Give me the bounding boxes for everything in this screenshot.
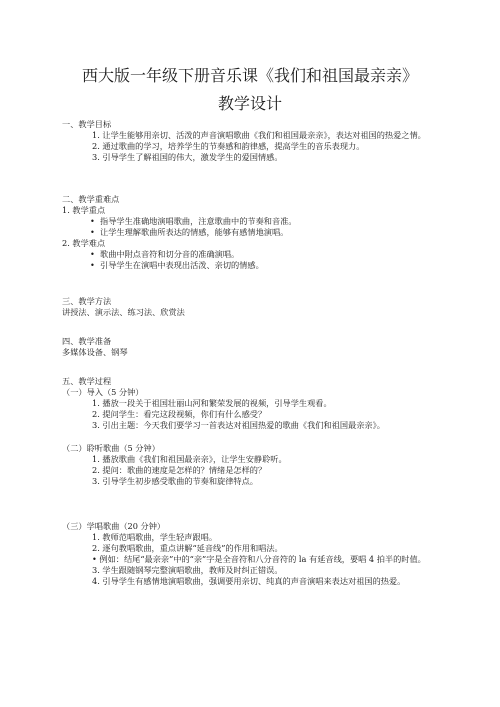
list-item: 3. 引出主题：今天我们要学习一首表达对祖国热爱的歌曲《我们和祖国最亲亲》。 [92,420,385,430]
sub-heading: （一）导入（5 分钟） [62,387,144,397]
section-teaching-prep [62,336,442,358]
list-item: 3. 引导学生初步感受歌曲的节奏和旋律特点。 [92,476,258,486]
list-item: 2. 提问：歌曲的速度是怎样的？情绪是怎样的？ [92,465,267,475]
section-heading: 三、教学方法 [62,296,112,306]
list-item: 3. 学生跟随钢琴完整演唱歌曲，教师及时纠正错误。 [92,565,283,575]
document-subtitle: 教学设计 [217,94,282,113]
section-heading: 四、教学准备 [62,336,112,346]
document-title: 西大版一年级下册音乐课《我们和祖国最亲亲》 [81,66,418,85]
section-teaching-methods [62,296,442,318]
section-teaching-goals [62,119,442,163]
section-key-points [62,194,442,271]
list-item: • 例如：结尾“最亲亲”中的“亲”字是全音符和八分音符的 la 有延音线，要唱 4 拍半的时值。 [92,554,426,564]
sub-heading: （二）聆听歌曲（5 分钟） [62,443,160,453]
section-learn-to-sing [62,521,442,587]
section-text: 多媒体设备、钢琴 [62,347,128,357]
list-item: 4. 引导学生有感情地演唱歌曲，强调要用亲切、纯真的声音演唱来表达对祖国的热爱。 [92,576,406,586]
list-item: • 指导学生准确地演唱歌曲，注意歌曲中的节奏和音准。 [62,216,442,227]
list-item: • 引导学生在演唱中表现出活泼、亲切的情感。 [62,260,442,271]
list-item: 1. 播放歌曲《我们和祖国最亲亲》，让学生安静聆听。 [92,454,287,464]
section-text: 讲授法、演示法、练习法、欣赏法 [62,307,185,317]
list-item: • 歌曲中附点音符和切分音的准确演唱。 [62,249,442,260]
list-item: 2. 通过歌曲的学习，培养学生的节奏感和韵律感，提高学生的音乐表现力。 [92,141,365,151]
sub-heading: 1. 教学重点 [62,205,106,215]
list-item: 2. 逐句教唱歌曲，重点讲解“延音线”的作用和唱法。 [92,543,283,553]
section-listen [62,443,442,487]
section-teaching-process [62,376,442,431]
list-item: • 让学生理解歌曲所表达的情感，能够有感情地演唱。 [62,227,442,238]
sub-heading: 2. 教学难点 [62,238,106,248]
sub-heading: （三）学唱歌曲（20 分钟） [62,521,166,531]
section-heading: 一、教学目标 [62,119,112,129]
list-item: 1. 播放一段关于祖国壮丽山河和繁荣发展的视频，引导学生观看。 [92,398,332,408]
section-heading: 五、教学过程 [62,376,112,386]
list-item: 2. 提问学生：看完这段视频，你们有什么感受？ [92,409,267,419]
list-item: 3. 引导学生了解祖国的伟大，激发学生的爱国情感。 [92,152,283,162]
list-item: 1. 教师范唱歌曲，学生轻声跟唱。 [92,532,218,542]
list-item: 1. 让学生能够用亲切、活泼的声音演唱歌曲《我们和祖国最亲亲》，表达对祖国的热爱之情。 [92,130,426,140]
section-heading: 二、教学重难点 [62,194,120,204]
